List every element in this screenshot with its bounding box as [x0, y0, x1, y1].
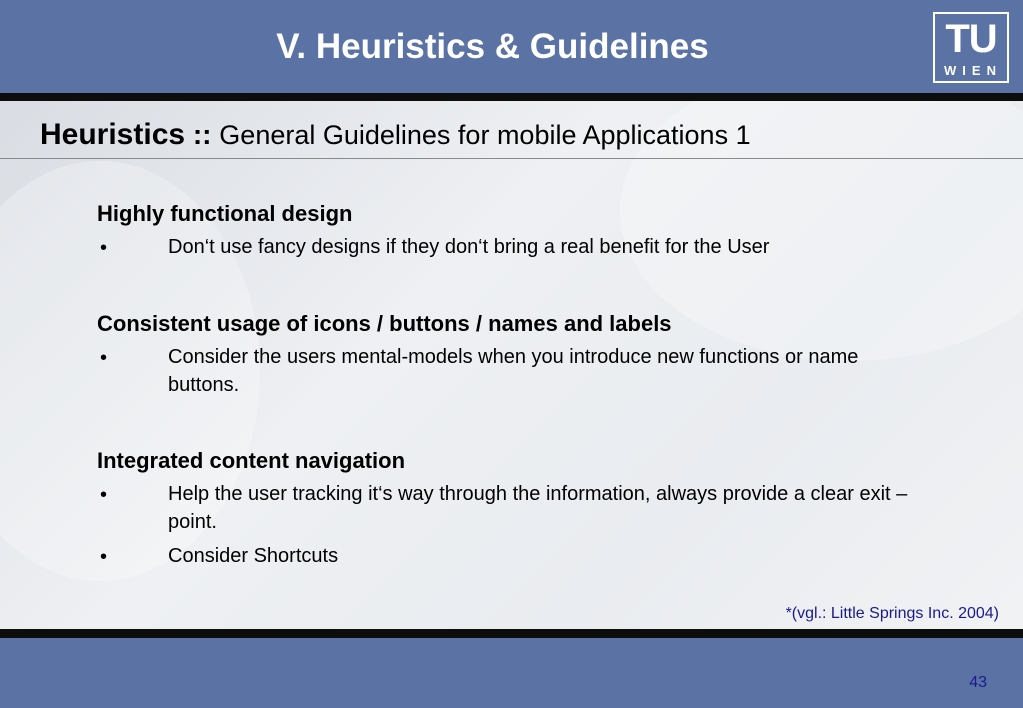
- footer-divider-bar: [0, 629, 1023, 638]
- subtitle-rule: [0, 158, 1023, 159]
- section-title: Integrated content navigation: [97, 448, 406, 473]
- bullet-marker: •: [100, 546, 108, 568]
- slide-footer: [0, 638, 1023, 708]
- section-title: Highly functional design: [97, 201, 353, 226]
- slide-body: [0, 101, 1023, 629]
- section-title: Consistent usage of icons / buttons / names and labels: [97, 311, 672, 336]
- bullet-marker: •: [100, 484, 108, 506]
- bullet-text: Consider the users mental-models when you introduce new functions or name buttons.: [168, 346, 859, 396]
- subtitle-separator: ::: [185, 119, 220, 150]
- bullet-text: Don‘t use fancy designs if they don‘t bring a real benefit for the User: [168, 236, 770, 258]
- header-divider-bar: [0, 93, 1023, 101]
- subtitle-text: General Guidelines for mobile Applications 1: [219, 120, 751, 150]
- logo-wien-text: WIEN: [944, 63, 1002, 78]
- subtitle-heading: Heuristics: [40, 118, 186, 151]
- slide-title: V. Heuristics & Guidelines: [276, 27, 709, 66]
- page-number: 43: [969, 674, 987, 691]
- slide-subtitle: [40, 118, 751, 152]
- citation: *(vgl.: Little Springs Inc. 2004): [785, 605, 999, 622]
- bullet-marker: •: [100, 237, 108, 259]
- logo-tu-text: TU: [945, 17, 997, 61]
- bullet-text: Help the user tracking it‘s way through the information, always provide a clear exit – point.: [168, 483, 908, 533]
- bullet-text: Consider Shortcuts: [168, 545, 339, 567]
- tu-wien-logo: [933, 12, 1009, 83]
- bullet-marker: •: [100, 347, 108, 369]
- slide-header: [0, 0, 1023, 93]
